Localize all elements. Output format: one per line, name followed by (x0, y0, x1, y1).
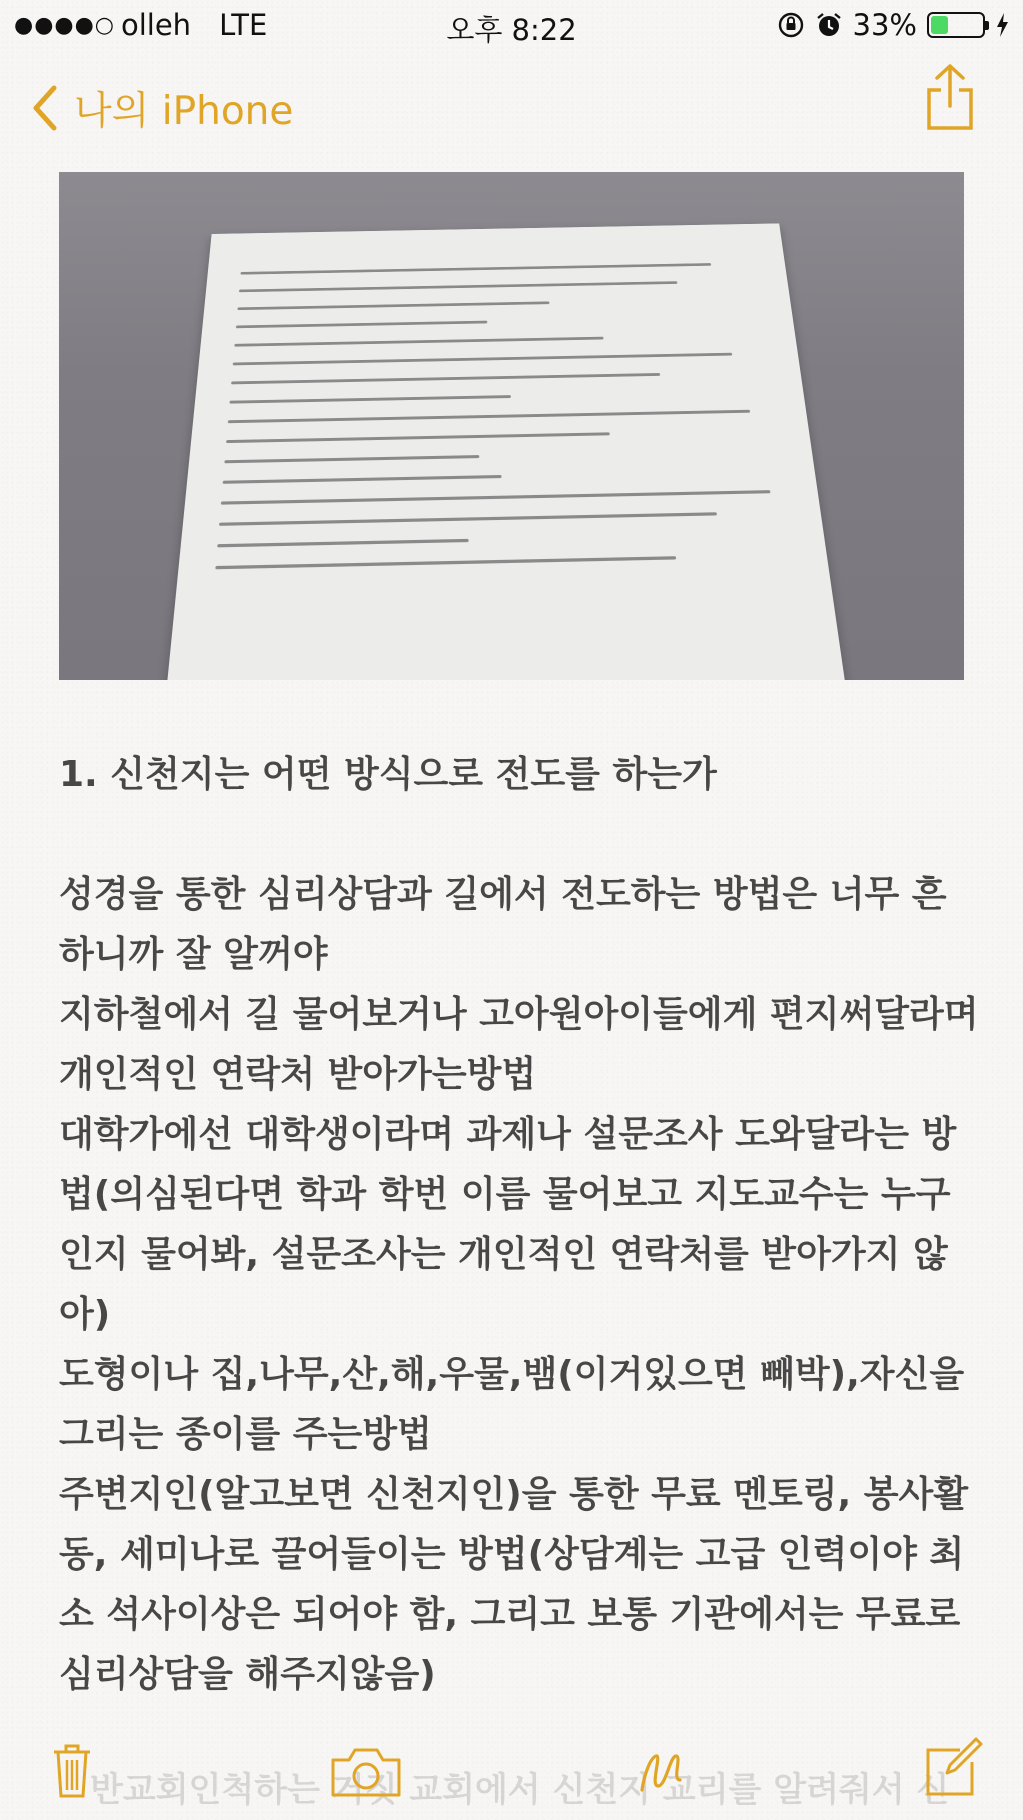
compose-button[interactable] (924, 1736, 984, 1802)
note-line: 대학가에선 대학생이라며 과제나 설문조사 도와달라는 방법(의심된다면 학과 학번 이름 물어보고 지도교수는 누구인지 물어봐, 설문조사는 개인적인 연락처를 받아가지 않아) (59, 1114, 957, 1335)
carrier-name: olleh (120, 8, 192, 42)
status-time: 오후 8:22 (446, 13, 577, 47)
share-icon (925, 64, 975, 132)
camera-icon (330, 1746, 402, 1798)
battery-level (931, 16, 948, 34)
alarm-icon (815, 11, 843, 39)
sketch-button[interactable] (636, 1738, 692, 1804)
note-line: 도형이나 집,나무,산,해,우물,뱀(이거있으면 빼박),자신을 그리는 종이를 주는방법 (59, 1354, 965, 1455)
status-right (777, 8, 1009, 42)
note-heading: 1. 신천지는 어떤 방식으로 전도를 하는가 (59, 754, 717, 795)
bottom-toolbar (0, 1720, 1023, 1820)
note-body[interactable] (59, 745, 979, 1705)
chevron-left-icon (32, 85, 58, 131)
charging-icon (995, 12, 1009, 38)
rotation-lock-icon (777, 11, 805, 39)
network-type: LTE (219, 8, 268, 42)
signal-strength-icon: ●●●●○ (14, 12, 115, 38)
back-button[interactable] (32, 80, 293, 136)
battery-percent: 33% (852, 8, 917, 42)
share-button[interactable] (925, 64, 975, 136)
status-bar (0, 0, 1023, 50)
delete-button[interactable] (52, 1742, 92, 1804)
note-text (59, 865, 979, 1705)
note-attached-photo[interactable] (59, 172, 964, 680)
trash-icon (52, 1742, 92, 1800)
sketch-icon (636, 1738, 692, 1800)
camera-button[interactable] (330, 1746, 402, 1802)
note-line: 지하철에서 길 물어보거나 고아원아이들에게 편지써달라며 개인적인 연락처 받아가는방법 (59, 994, 979, 1095)
back-button-label: 나의 iPhone (74, 89, 294, 134)
note-partial-line: 반교회인척하는 거짓 교회에서 신천지 교리를 알려줘서 신 (90, 1770, 950, 1810)
note-line: 성경을 통한 심리상담과 길에서 전도하는 방법은 너무 흔하니까 잘 알꺼야 (59, 874, 947, 975)
battery-icon (927, 12, 985, 38)
handwritten-paper-image (161, 223, 853, 680)
navigation-bar (0, 62, 1023, 148)
note-line: 주변지인(알고보면 신천지인)을 통한 무료 멘토링, 봉사활동, 세미나로 끌어들이는 방법(상담계는 고급 인력이야 최소 석사이상은 되어야 함, 그리고 보통 기관에서는 무료로 심리상담을 해주지않음) (59, 1474, 969, 1695)
compose-icon (924, 1736, 984, 1798)
